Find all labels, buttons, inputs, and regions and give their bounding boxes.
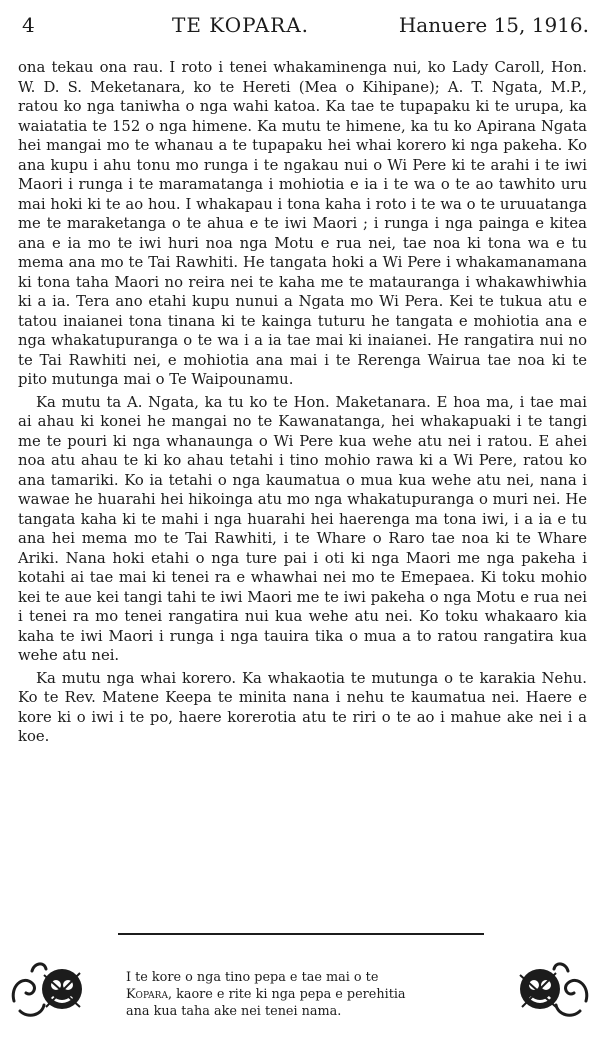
issue-date: Hanuere 15, 1916.: [398, 13, 589, 37]
newspaper-title: TE KOPARA.: [172, 13, 310, 37]
editor-notice: [126, 969, 476, 1020]
notice-kopara: Kopara,: [126, 987, 173, 1002]
floral-ornament-icon: [512, 953, 592, 1023]
notice-line-2: [126, 986, 476, 1003]
page-header: [22, 10, 589, 40]
article-body: [18, 58, 587, 750]
floral-ornament-icon: [8, 953, 88, 1023]
article-paragraph-1: ona tekau ona rau. I roto i tenei whakaminenga nui, ko Lady Caroll, Hon. W. D. S. Meketanara, ko te Hereti (Mea o Kihipane); A. T. Ngata, M.P., ratou ko nga taniwha o nga wahi katoa. Ka tae te tupapaku ki te urupa, ka waiatatia te 152 o nga himene. Ka mutu te himene, ka tu ko Apirana Ngata hei mangai mo te whanau a te tupapaku hei whai korero ki nga pakeha. Ko ana kupu i ahu tonu mo runga i te ngakau nui o Wi Pere ki te arahi i te iwi Maori i runga i te maramatanga i mohiotia e ia i te wa o te ao tawhito uru mai hoki ki te ao hou. I whakapau i tona kaha i roto i te wa o te uruuatanga me te maraketanga o te ahua e te iwi Maori ; i runga i nga painga e kitea ana e ia mo te iwi huri noa nga Motu e rua nei, tae noa ki tona wa e tu mema ana mo te Tai Rawhiti. He tangata hoki a Wi Pere i whakamanamana ki tona taha Maori no reira nei te kaha me te matauranga i whakawhiwhia ki a ia. Tera ano etahi kupu nunui a Ngata mo Wi Pera. Kei te tukua atu e tatou inaianei tona tinana ki te kainga tuturu he tangata e mohiotia ana e nga whakatupuranga o te wa i a ia tae mai ki inaianei. He rangatira nui no te Tai Rawhiti nei, e mohiotia ana mai i te Rerenga Wairua tae noa ki te pito mutunga mai o Te Waipounamu.: [18, 59, 587, 388]
notice-line-2-rest: kaore e rite ki nga pepa e perehitia: [172, 987, 406, 1002]
article-paragraph-3: Ka mutu nga whai korero. Ka whakaotia te mutunga o te karakia Nehu. Ko te Rev. Matene Keepa te minita nana i nehu te kaumatua nei. Haere e kore ki o iwi i te po, haere korerotia atu te riri o te ao i mahue ake nei i a koe.: [18, 669, 587, 745]
article-paragraph-2: Ka mutu ta A. Ngata, ka tu ko te Hon. Maketanara. E hoa ma, i tae mai ai ahau ki konei he mangai no te Kawanatanga, hei whakapuaki i te tangi me te pouri ki nga whanaunga o Wi Pere kua wehe atu nei i ratou. E ahei noa atu ahau te ki ko ahau tetahi i tino mohio rawa ki a Wi Pere, ratou ko ana tamariki. Ko ia tetahi o nga kaumatua o mua kua wehe atu nei, nana i wawae he huarahi hei hikoinga atu mo nga whakatupuranga o muri nei. He tangata kaha ki te mahi i nga huarahi hei haerenga ma tona iwi, i a ia e tu ana hei mema mo te Tai Rawhiti, i te Whare o Raro tae noa ki te Whare Ariki. Nana hoki etahi o nga ture pai i oti ki nga Maori me nga pakeha i kotahi ai tae mai ki tenei ra e whawhai nei mo te Emepaea. Ki toku mohio kei te aue kei tangi tahi te iwi Maori me te iwi pakeha o nga Motu e rua nei i tenei ra mo tenei rangatira nui kua wehe atu nei. Ko toku whakaaro kia kaha te iwi Maori i runga i nga tauira tika o mua a to ratou rangatira kua wehe atu nei.: [18, 393, 587, 664]
notice-line-1: I te kore o nga tino pepa e tae mai o te: [126, 970, 379, 985]
page-number: 4: [22, 13, 35, 37]
section-divider: [118, 933, 484, 935]
notice-line-3: ana kua taha ake nei tenei nama.: [126, 1004, 342, 1019]
